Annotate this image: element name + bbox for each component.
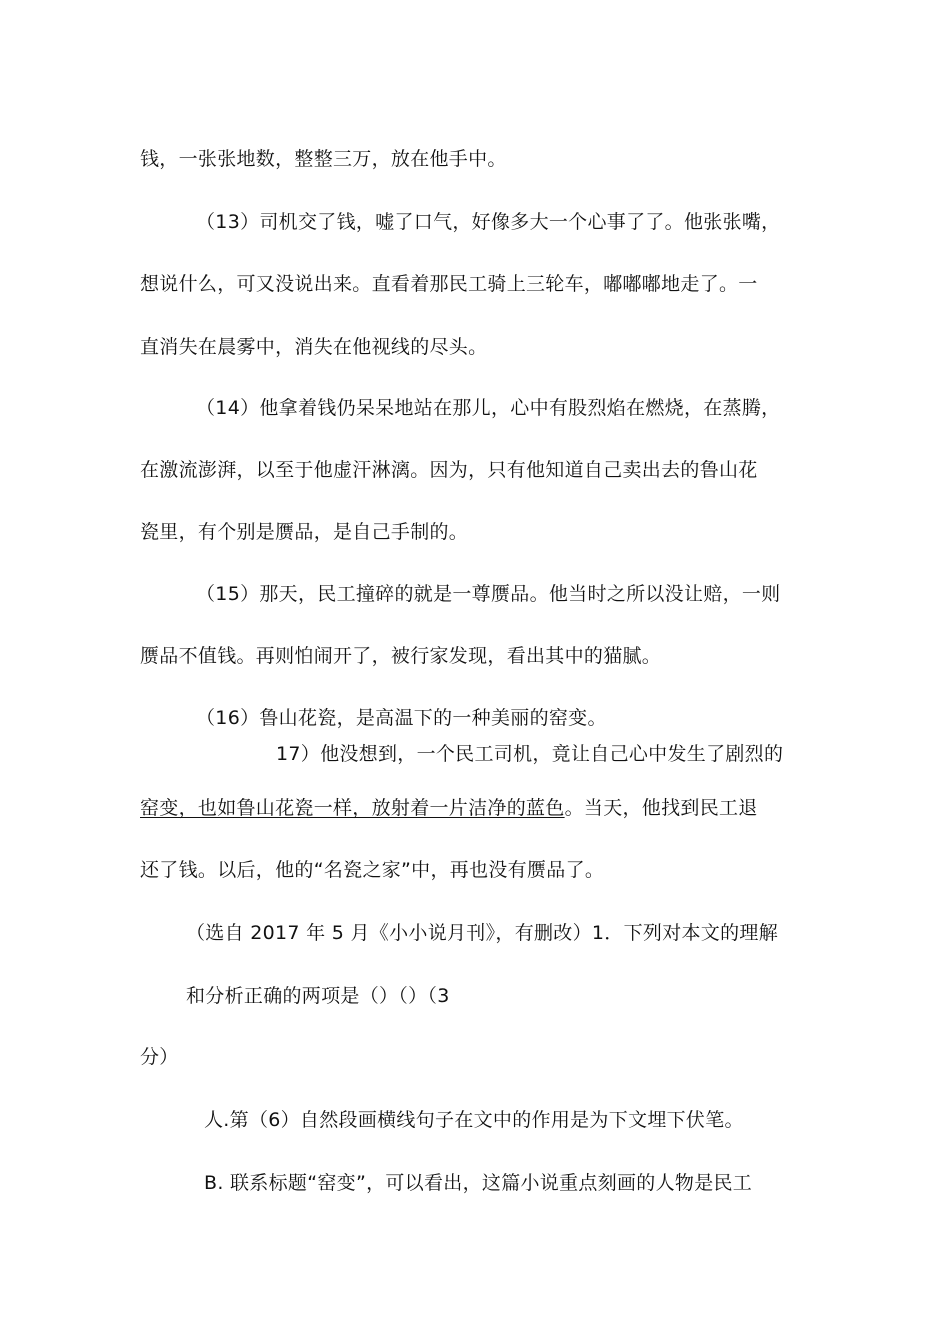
text-line: 直消失在晨雾中，消失在他视线的尽头。 (140, 336, 488, 358)
paragraph-13: （13）司机交了钱，嘘了口气，好像多大一个心事了了。他张张嘴， (196, 211, 781, 233)
text-after-underline: 。当天，他找到民工退 (564, 797, 758, 819)
paragraph-16: （16）鲁山花瓷，是高温下的一种美丽的窑变。 (196, 707, 607, 729)
text-line: 想说什么，可又没说出来。直看着那民工骑上三轮车，嘟嘟嘟地走了。一 (140, 273, 758, 295)
option-b: B. 联系标题“窑变”，可以看出，这篇小说重点刻画的人物是民工 (204, 1172, 753, 1194)
question-1-continued: 和分析正确的两项是（）（）（3 (186, 985, 450, 1007)
option-a: 人.第（6）自然段画横线句子在文中的作用是为下文埋下伏笔。 (204, 1109, 744, 1131)
paragraph-17: 17）他没想到，一个民工司机，竟让自己心中发生了剧烈的 (276, 743, 784, 765)
question-1-score: 分） (140, 1046, 179, 1068)
underlined-sentence: 窑变，也如鲁山花瓷一样，放射着一片洁净的蓝色 (140, 797, 565, 819)
text-line: 瓷里，有个别是赝品，是自己手制的。 (140, 521, 469, 543)
text-line: 还了钱。以后，他的“名瓷之家”中，再也没有赝品了。 (140, 859, 605, 881)
paragraph-14: （14）他拿着钱仍呆呆地站在那儿，心中有股烈焰在燃烧，在蒸腾， (196, 397, 781, 419)
source-and-question-1: （选自 2017 年 5 月《小小说月刊》，有删改）1．下列对本文的理解 (186, 922, 778, 944)
text-line: 赝品不值钱。再则怕闹开了，被行家发现，看出其中的猫腻。 (140, 645, 662, 667)
text-line: 钱，一张张地数，整整三万，放在他手中。 (140, 148, 507, 170)
paragraph-15: （15）那天，民工撞碎的就是一尊赝品。他当时之所以没让赔，一则 (196, 583, 781, 605)
text-line-underlined (140, 795, 758, 821)
text-line: 在激流澎湃，以至于他虚汗淋漓。因为，只有他知道自己卖出去的鲁山花 (140, 459, 758, 481)
